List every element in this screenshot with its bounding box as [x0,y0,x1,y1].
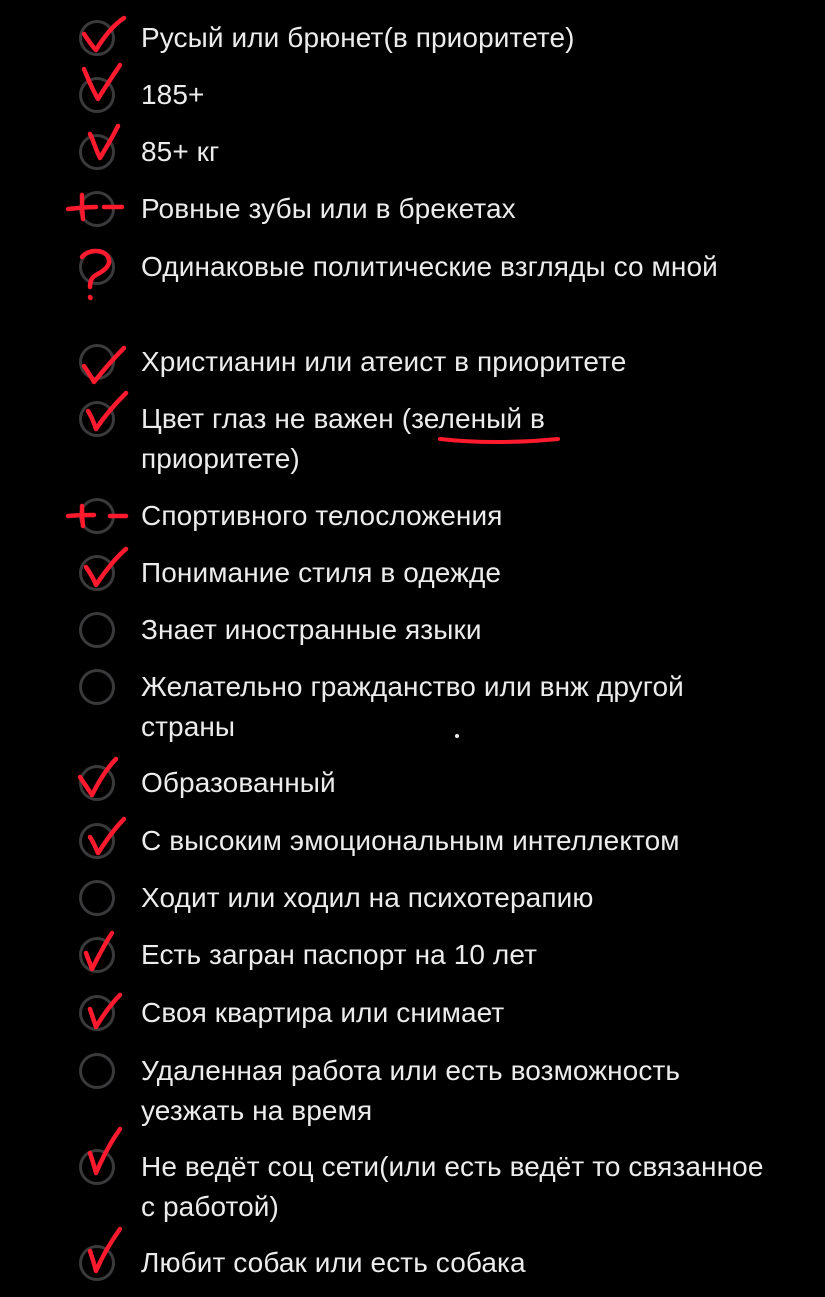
checklist-item-label: Ходит или ходил на психотерапию [141,882,594,913]
check-icon [86,124,132,168]
check-icon [84,993,134,1041]
underline-mark [436,433,566,447]
plus-minus-icon [64,500,134,536]
checklist-item-label: Не ведёт соц сети(или есть ведёт то связанное с работой) [141,1151,764,1222]
checklist-item-label: 85+ кг [141,136,220,167]
check-icon [78,63,128,107]
checklist-item-label: 185+ [141,79,205,110]
checkbox-circle[interactable] [79,1053,115,1089]
check-icon [80,14,130,54]
checklist-item-label: Ровные зубы или в брекетах [141,193,516,224]
checklist-item-label: Цвет глаз не важен (зеленый в приоритете) [141,403,546,474]
checkbox-circle[interactable] [79,880,115,916]
checklist-item-label: Знает иностранные языки [141,614,482,645]
checklist-item-label: Своя квартира или снимает [141,997,505,1028]
checklist-item-label: Одинаковые политические взгляды со мной [141,251,718,282]
check-icon [84,1127,134,1183]
checklist-item-label: С высоким эмоциональным интеллектом [141,825,680,856]
check-icon [82,545,132,593]
check-icon [76,755,126,803]
checklist-item-label: Желательно гражданство или внж другой страны [141,671,684,742]
checklist-item-label: Понимание стиля в одежде [141,557,502,588]
check-icon [80,344,130,388]
check-icon [86,815,136,863]
checkbox-circle[interactable] [79,669,115,705]
check-icon [80,931,130,979]
checklist-item-label: Есть загран паспорт на 10 лет [141,939,538,970]
checkbox-circle[interactable] [79,612,115,648]
checklist-item-label: Удаленная работа или есть возможность уезжать на время [141,1055,681,1126]
checklist-item-label: Образованный [141,767,336,798]
check-icon [84,1227,134,1283]
checklist-item-label: Христианин или атеист в приоритете [141,346,627,377]
plus-minus-icon [64,189,128,229]
check-icon [82,389,132,437]
checklist-item-label: Спортивного телосложения [141,500,503,531]
stray-dot [455,734,459,738]
checklist-item-label: Любит собак или есть собака [141,1247,526,1278]
checklist-item-label: Русый или брюнет(в приоритете) [141,22,575,53]
question-icon [74,247,124,303]
